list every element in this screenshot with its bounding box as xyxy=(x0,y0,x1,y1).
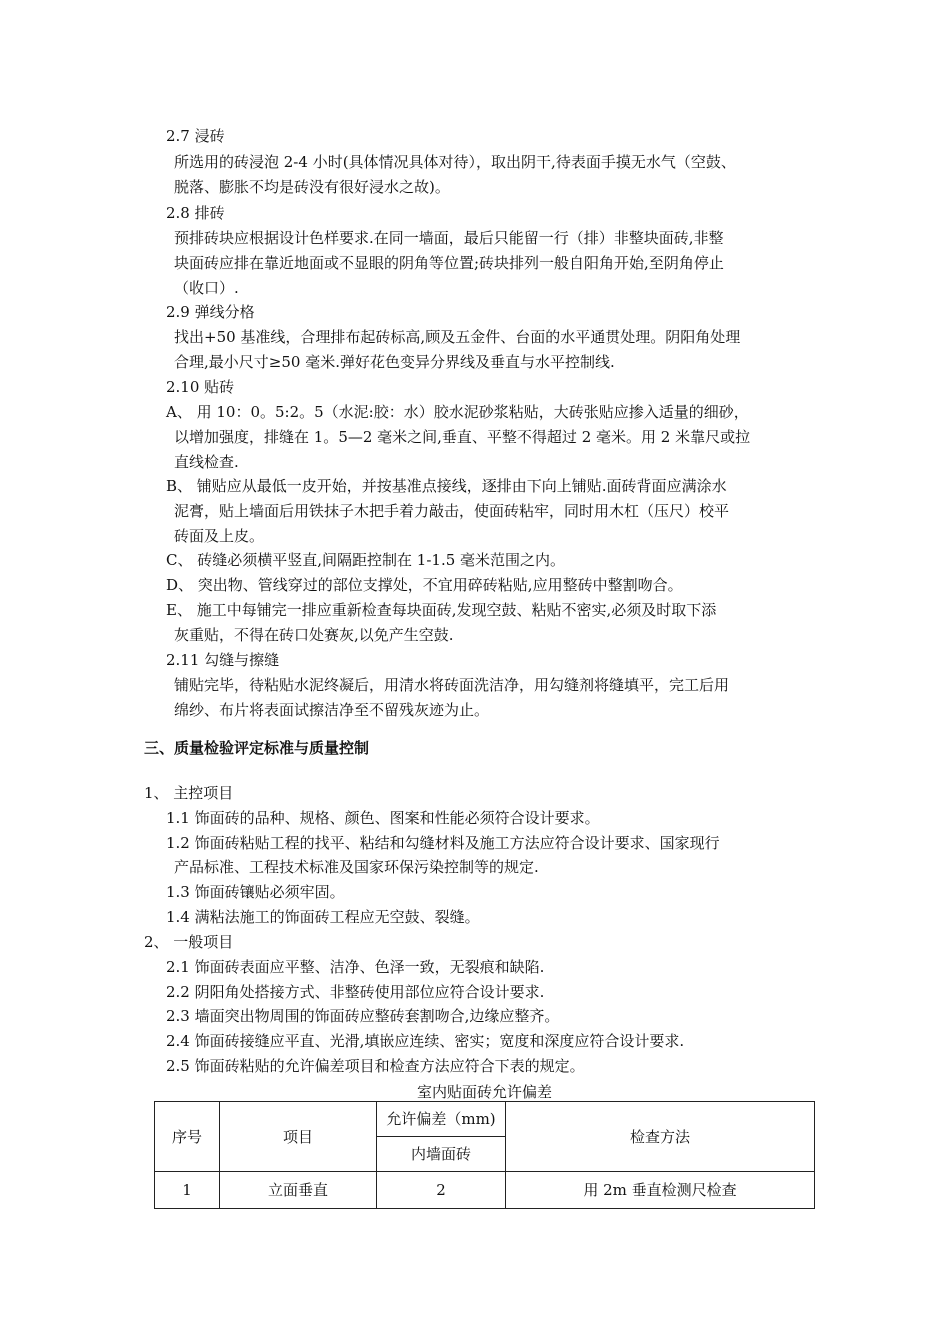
section-heading-2-8: 2.8 排砖 xyxy=(166,204,225,222)
paragraph-line: 产品标准、工程技术标准及国家环保污染控制等的规定. xyxy=(174,858,539,876)
paragraph-line: 绵纱、布片将表面试擦洁净至不留残灰迹为止。 xyxy=(174,701,490,719)
paragraph-line: 直线检查. xyxy=(174,453,239,471)
list-item-e: E、 施工中每铺完一排应重新检查每块面砖,发现空鼓、粘贴不密实,必须及时取下添 xyxy=(166,601,717,619)
header-method: 检查方法 xyxy=(506,1102,815,1172)
list-item-1-1: 1.1 饰面砖的品种、规格、颜色、图案和性能必须符合设计要求。 xyxy=(166,809,600,827)
list-item-2-1: 2.1 饰面砖表面应平整、洁净、色泽一致，无裂痕和缺陷. xyxy=(166,958,545,976)
header-item: 项目 xyxy=(220,1102,377,1172)
section-heading-2-9: 2.9 弹线分格 xyxy=(166,303,255,321)
list-item-2-2: 2.2 阴阳角处搭接方式、非整砖使用部位应符合设计要求. xyxy=(166,983,545,1001)
list-item-1-4: 1.4 满粘法施工的饰面砖工程应无空鼓、裂缝。 xyxy=(166,908,480,926)
paragraph-line: 预排砖块应根据设计色样要求.在同一墙面，最后只能留一行（排）非整块面砖,非整 xyxy=(174,229,724,247)
list-item-2-4: 2.4 饰面砖接缝应平直、光滑,填嵌应连续、密实；宽度和深度应符合设计要求. xyxy=(166,1032,685,1050)
paragraph-line: （收口）. xyxy=(174,279,239,297)
list-item-d: D、 突出物、管线穿过的部位支撑处，不宜用碎砖粘贴,应用整砖中整割吻合。 xyxy=(166,576,683,594)
cell-item: 立面垂直 xyxy=(220,1172,377,1209)
list-item-2-3: 2.3 墙面突出物周围的饰面砖应整砖套割吻合,边缘应整齐。 xyxy=(166,1007,560,1025)
paragraph-line: 灰重贴，不得在砖口处赛灰,以免产生空鼓. xyxy=(174,626,454,644)
subsection-heading-general: 2、 一般项目 xyxy=(144,933,234,951)
paragraph-line: 所选用的砖浸泡 2-4 小时(具体情况具体对待），取出阴干,待表面手摸无水气（空鼓、 xyxy=(174,153,736,171)
header-tolerance: 允许偏差（mm) xyxy=(377,1102,506,1137)
header-tolerance-sub: 内墙面砖 xyxy=(377,1137,506,1172)
section-heading-2-7: 2.7 浸砖 xyxy=(166,127,225,145)
paragraph-line: 砖面及上皮。 xyxy=(174,527,265,545)
paragraph-line: 合理,最小尺寸≥50 毫米.弹好花色变异分界线及垂直与水平控制线. xyxy=(174,353,615,371)
list-item-c: C、 砖缝必须横平竖直,间隔距控制在 1-1.5 毫米范围之内。 xyxy=(166,551,566,569)
paragraph-line: 以增加强度，排缝在 1。5—2 毫米之间,垂直、平整不得超过 2 毫米。用 2 米靠尺或拉 xyxy=(174,428,751,446)
list-item-b: B、 铺贴应从最低一皮开始，并按基准点接线，逐排由下向上铺贴.面砖背面应满涂水 xyxy=(166,477,727,495)
paragraph-line: 铺贴完毕，待粘贴水泥终凝后，用清水将砖面洗洁净，用勾缝剂将缝填平，完工后用 xyxy=(174,676,730,694)
list-item-a: A、 用 10：0。5:2。5（水泥:胶：水）胶水泥砂浆粘贴，大砖张贴应掺入适量的细砂， xyxy=(166,403,749,421)
paragraph-line: 泥膏，贴上墙面后用铁抹子木把手着力敲击，使面砖粘牢，同时用木杠（压尺）校平 xyxy=(174,502,730,520)
list-item-1-3: 1.3 饰面砖镶贴必须牢固。 xyxy=(166,883,345,901)
paragraph-line: 块面砖应排在靠近地面或不显眼的阴角等位置;砖块排列一般自阳角开始,至阴角停止 xyxy=(174,254,724,272)
cell-no: 1 xyxy=(155,1172,220,1209)
table-caption: 室内贴面砖允许偏差 xyxy=(416,1083,552,1101)
header-no: 序号 xyxy=(155,1102,220,1172)
chapter-heading: 三、质量检验评定标准与质量控制 xyxy=(144,739,370,757)
paragraph-line: 脱落、膨胀不均是砖没有很好浸水之故)。 xyxy=(174,178,450,196)
paragraph-line: 找出+50 基准线，合理排布起砖标高,顾及五金件、台面的水平通贯处理。阴阳角处理 xyxy=(174,328,741,346)
cell-method: 用 2m 垂直检测尺检查 xyxy=(506,1172,815,1209)
list-item-1-2: 1.2 饰面砖粘贴工程的找平、粘结和勾缝材料及施工方法应符合设计要求、国家现行 xyxy=(166,834,720,852)
table-row xyxy=(155,1172,815,1209)
list-item-2-5: 2.5 饰面砖粘贴的允许偏差项目和检查方法应符合下表的规定。 xyxy=(166,1057,585,1075)
section-heading-2-11: 2.11 勾缝与擦缝 xyxy=(166,651,280,669)
tolerance-table xyxy=(154,1101,815,1209)
section-heading-2-10: 2.10 贴砖 xyxy=(166,378,235,396)
cell-value: 2 xyxy=(377,1172,506,1209)
subsection-heading-main-control: 1、 主控项目 xyxy=(144,784,234,802)
